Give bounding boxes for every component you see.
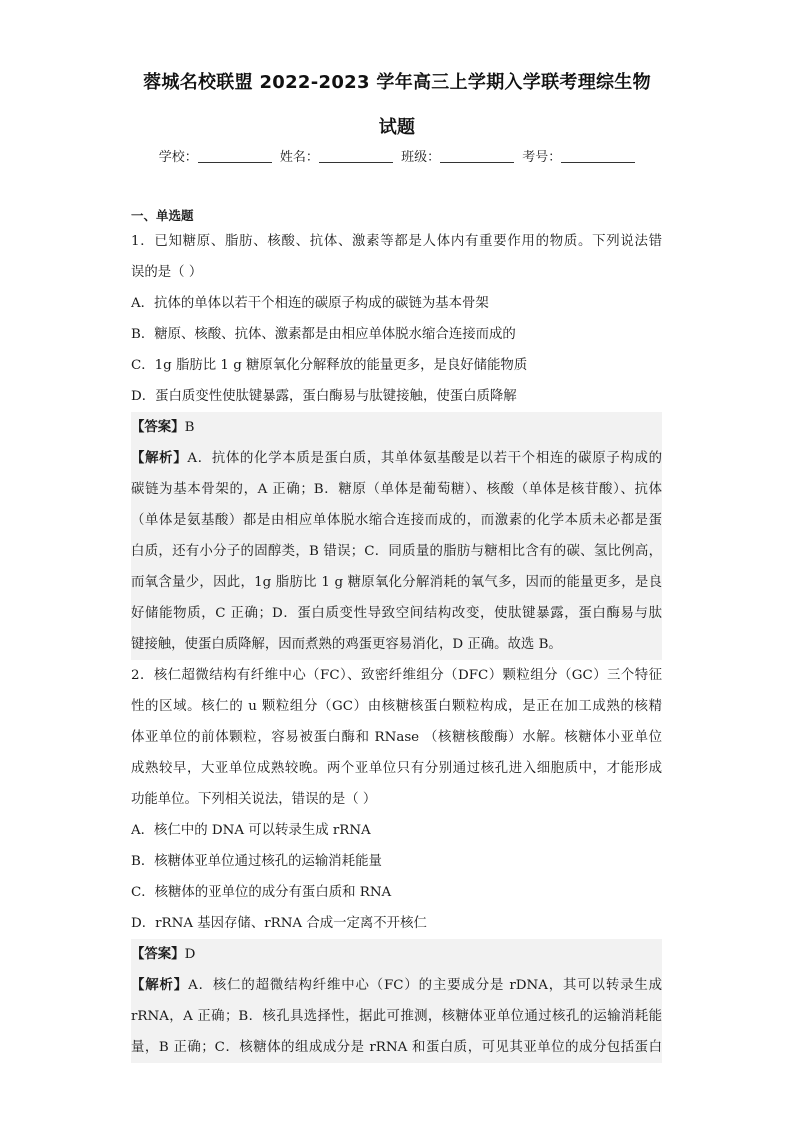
name-label: 姓名： bbox=[279, 150, 319, 165]
name-blank bbox=[319, 150, 393, 163]
question-stem-line: 1．已知糖原、脂肪、核酸、抗体、激素等都是人体内有重要作用的物质。下列说法错 bbox=[131, 234, 662, 249]
exam-number-blank bbox=[561, 150, 635, 163]
answer-value: B bbox=[184, 420, 195, 435]
option-b: B．糖原、核酸、抗体、激素都是由相应单体脱水缩合连接而成的 bbox=[131, 327, 516, 342]
section-title: 一、单选题 bbox=[131, 208, 194, 223]
class-label: 班级： bbox=[401, 150, 441, 165]
question-stem-line: 成熟较早，大亚单位成熟较晚。两个亚单位只有分别通过核孔进入细胞质中，才能形成 bbox=[131, 761, 662, 776]
question-stem-line: 误的是（ ） bbox=[131, 265, 203, 280]
analysis-line: （单体是氨基酸）都是由相应单体脱水缩合连接而成的，而激素的化学本质未必都是蛋 bbox=[131, 513, 662, 528]
answer-label: 【答案】 bbox=[131, 419, 185, 435]
analysis-label: 【解析】 bbox=[131, 450, 188, 466]
question-stem-line: 2．核仁超微结构有纤维中心（FC）、致密纤维组分（DFC）颗粒组分（GC）三个特征 bbox=[131, 668, 662, 683]
document-title-continuation: 试题 bbox=[378, 117, 416, 138]
analysis-line: 量，B 正确；C．核糖体的组成成分是 rRNA 和蛋白质，可见其亚单位的成分包括蛋白 bbox=[131, 1040, 662, 1055]
analysis-line: rRNA，A 正确；B．核孔具选择性，据此可推测，核糖体亚单位通过核孔的运输消耗能 bbox=[131, 1009, 662, 1024]
school-blank bbox=[198, 150, 272, 163]
student-info-fields bbox=[0, 146, 794, 165]
option-a: A．核仁中的 DNA 可以转录生成 rRNA bbox=[131, 823, 371, 838]
analysis-line bbox=[131, 970, 662, 1001]
school-label: 学校： bbox=[158, 150, 198, 165]
exam-number-label: 考号： bbox=[522, 150, 562, 165]
analysis-label: 【解析】 bbox=[131, 977, 189, 993]
question-stem-line: 性的区域。核仁的 u 颗粒组分（GC）由核糖核蛋白颗粒构成，是正在加工成熟的核精 bbox=[131, 699, 662, 714]
option-d: D．蛋白质变性使肽键暴露，蛋白酶易与肽键接触，使蛋白质降解 bbox=[131, 389, 517, 404]
analysis-line: 白质，还有小分子的固醇类，B 错误；C．同质量的脂肪与糖相比含有的碳、氢比例高， bbox=[131, 544, 662, 559]
question-content bbox=[131, 206, 662, 1063]
answer-block bbox=[131, 412, 662, 660]
option-b: B．核糖体亚单位通过核孔的运输消耗能量 bbox=[131, 854, 382, 869]
analysis-text: A．抗体的化学本质是蛋白质，其单体氨基酸是以若干个相连的碳原子构成的 bbox=[187, 451, 662, 466]
option-c: C．核糖体的亚单位的成分有蛋白质和 RNA bbox=[131, 885, 392, 900]
answer-label: 【答案】 bbox=[131, 946, 185, 962]
question-2 bbox=[131, 660, 662, 1063]
option-a: A．抗体的单体以若干个相连的碳原子构成的碳链为基本骨架 bbox=[131, 296, 489, 311]
question-stem-line: 体亚单位的前体颗粒，容易被蛋白酶和 RNase （核糖核酸酶）水解。核糖体小亚单位 bbox=[131, 730, 662, 745]
answer-value: D bbox=[184, 947, 196, 962]
class-blank bbox=[440, 150, 514, 163]
question-stem-line: 功能单位。下列相关说法，错误的是（ ） bbox=[131, 792, 377, 807]
document-title: 蓉城名校联盟 2022-2023 学年高三上学期入学联考理综生物 bbox=[143, 72, 651, 93]
option-d: D．rRNA 基因存储、rRNA 合成一定离不开核仁 bbox=[131, 916, 427, 931]
question-1 bbox=[131, 226, 662, 660]
answer-block bbox=[131, 939, 662, 1063]
answer-line bbox=[131, 412, 662, 443]
option-c: C．1g 脂肪比 1 g 糖原氧化分解释放的能量更多，是良好储能物质 bbox=[131, 358, 528, 373]
answer-line bbox=[131, 939, 662, 970]
analysis-line: 键接触，使蛋白质降解，因而煮熟的鸡蛋更容易消化，D 正确。故选 B。 bbox=[131, 637, 562, 652]
analysis-line: 好储能物质，C 正确；D．蛋白质变性导致空间结构改变，使肽键暴露，蛋白酶易与肽 bbox=[131, 606, 662, 621]
analysis-text: A．核仁的超微结构纤维中心（FC）的主要成分是 rDNA，其可以转录生成 bbox=[188, 978, 662, 993]
analysis-line bbox=[131, 443, 662, 474]
analysis-line: 而氧含量少，因此，1g 脂肪比 1 g 糖原氧化分解消耗的氧气多，因而的能量更多，是良 bbox=[131, 575, 662, 590]
analysis-line: 碳链为基本骨架的，A 正确；B．糖原（单体是葡萄糖）、核酸（单体是核苷酸）、抗体 bbox=[131, 482, 662, 497]
